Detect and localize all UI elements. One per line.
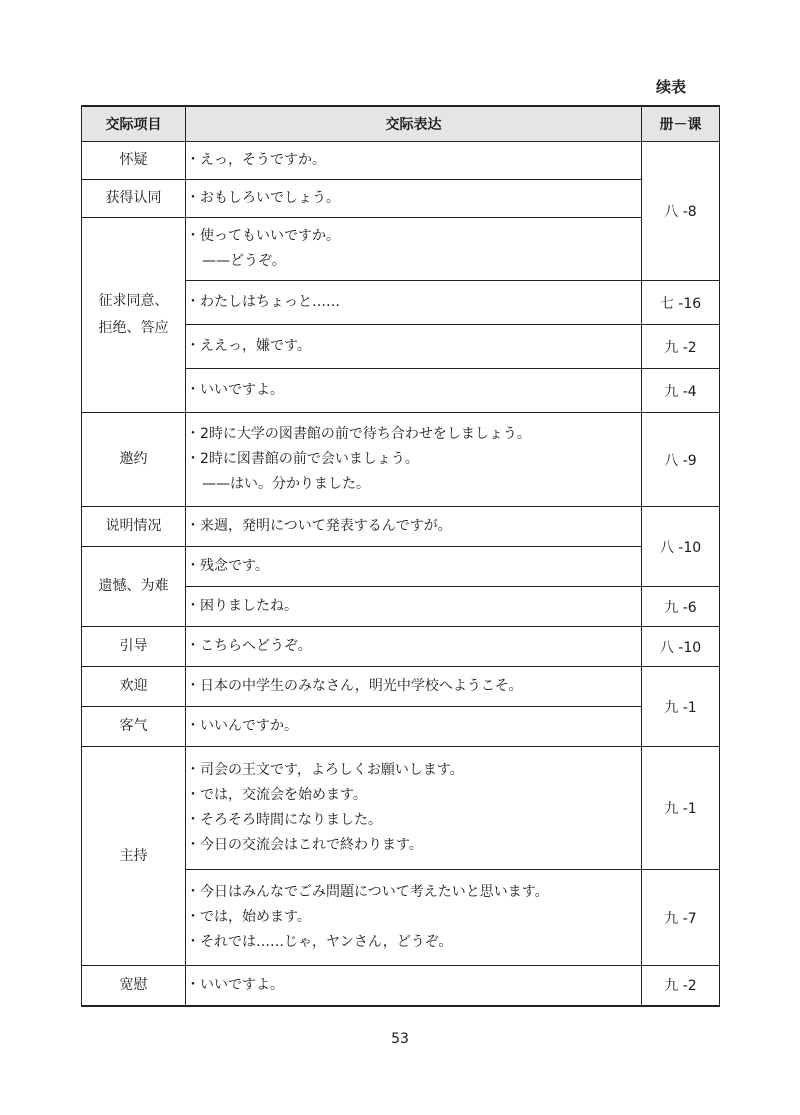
expression-cell (186, 667, 642, 707)
item-cell: 欢迎 (82, 667, 186, 707)
table-row (82, 507, 720, 547)
expression-line: ・いいですよ。 (186, 382, 284, 398)
expression-line: ・わたしはちょっと…… (186, 294, 340, 310)
expression-line: ・では，始めます。 (186, 909, 311, 925)
expression-line: ・2時に大学の図書館の前で待ち合わせをしましょう。 (186, 426, 531, 442)
expression-cell (186, 870, 642, 966)
item-line: 拒绝、答应 (98, 320, 169, 336)
expression-cell (186, 180, 642, 218)
item-cell: 怀疑 (82, 142, 186, 180)
expression-line: ・こちらへどうぞ。 (186, 638, 312, 654)
expression-line: ・困りましたね。 (186, 598, 298, 614)
lesson-cell: 九 -1 (642, 667, 720, 747)
lesson-cell: 八 -10 (642, 627, 720, 667)
expression-line: ・そろそろ時間になりました。 (186, 812, 382, 828)
expression-line: ・いいですよ。 (186, 976, 284, 993)
expression-cell (186, 142, 642, 180)
expression-line: ・では，交流会を始めます。 (186, 787, 367, 803)
table-row (82, 667, 720, 707)
table-header-row (82, 106, 720, 142)
lesson-cell: 九 -1 (642, 747, 720, 870)
table-row (82, 142, 720, 180)
expression-line: ・残念です。 (186, 558, 269, 574)
item-cell: 引导 (82, 627, 186, 667)
item-cell: 遗憾、为难 (82, 547, 186, 627)
expression-cell (186, 966, 642, 1006)
table-row (82, 180, 720, 218)
item-cell (82, 218, 186, 413)
item-cell: 获得认同 (82, 180, 186, 218)
expressions-table (81, 105, 720, 1007)
table-row (82, 413, 720, 507)
expression-cell (186, 281, 642, 325)
expression-line: ・今日の交流会はこれで終わります。 (186, 837, 423, 853)
expression-cell (186, 707, 642, 747)
expression-line: ・ええっ，嫌です。 (186, 338, 311, 354)
lesson-cell: 八 -9 (642, 413, 720, 507)
table-row (82, 627, 720, 667)
header-expression: 交际表达 (186, 106, 642, 142)
continued-label: 续表 (656, 78, 687, 96)
item-cell: 宽慰 (82, 966, 186, 1006)
expression-cell (186, 587, 642, 627)
item-line: 征求同意、 (98, 293, 169, 309)
expression-line: ・2時に図書館の前で会いましょう。 (186, 451, 419, 467)
expression-cell (186, 747, 642, 870)
expression-line: ・いいんですか。 (186, 718, 298, 734)
item-cell: 说明情况 (82, 507, 186, 547)
item-cell: 邀约 (82, 413, 186, 507)
lesson-cell: 八 -8 (642, 142, 720, 281)
expression-line: ・それでは……じゃ，ヤンさん，どうぞ。 (186, 934, 453, 950)
expression-line: ・司会の王文です，よろしくお願いします。 (186, 762, 464, 778)
lesson-cell: 七 -16 (642, 281, 720, 325)
expression-cell (186, 369, 642, 413)
table-row (82, 218, 720, 281)
header-item: 交际项目 (82, 106, 186, 142)
table-row (82, 707, 720, 747)
expression-line: ・おもしろいでしょう。 (186, 190, 340, 206)
item-cell: 主持 (82, 747, 186, 966)
expression-line: ・日本の中学生のみなさん，明光中学校へようこそ。 (186, 678, 523, 694)
lesson-cell: 九 -7 (642, 870, 720, 966)
expression-line: ・来週，発明について発表するんですが。 (186, 518, 452, 534)
expression-line: ・今日はみんなでごみ問題について考えたいと思います。 (186, 884, 549, 900)
lesson-cell: 九 -4 (642, 369, 720, 413)
lesson-cell: 八 -10 (642, 507, 720, 587)
header-lesson: 册－课 (642, 106, 720, 142)
expression-cell (186, 413, 642, 507)
table-row (82, 547, 720, 587)
lesson-cell: 九 -2 (642, 966, 720, 1006)
expression-cell (186, 325, 642, 369)
expression-line: ・えっ，そうですか。 (186, 152, 326, 168)
expression-line: ・使ってもいいですか。 (186, 228, 340, 244)
table-row (82, 966, 720, 1006)
page-number: 53 (391, 1031, 409, 1047)
expression-line: ——はい。分かりました。 (202, 476, 370, 492)
table-row (82, 747, 720, 870)
item-cell: 客气 (82, 707, 186, 747)
lesson-cell: 九 -6 (642, 587, 720, 627)
expression-cell (186, 547, 642, 587)
lesson-cell: 九 -2 (642, 325, 720, 369)
expression-cell (186, 507, 642, 547)
expression-cell (186, 218, 642, 281)
expression-cell (186, 627, 642, 667)
expression-line: ——どうぞ。 (202, 253, 286, 269)
